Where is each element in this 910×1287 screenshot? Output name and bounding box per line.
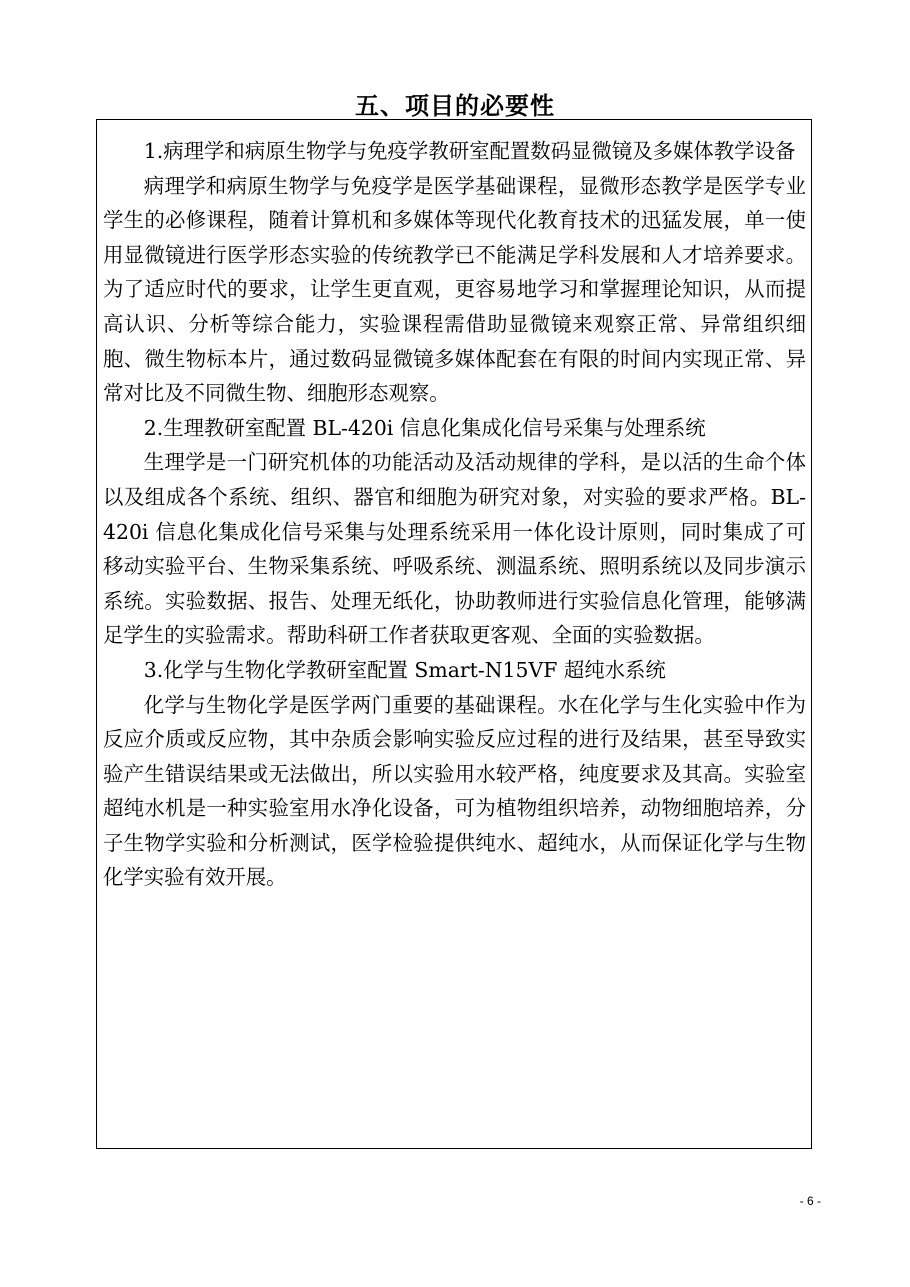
page-number: - 6 - bbox=[799, 1194, 821, 1208]
item-heading-2: 2.生理教研室配置 BL-420i 信息化集成化信号采集与处理系统 bbox=[143, 415, 706, 440]
content-box bbox=[96, 119, 812, 1149]
item-paragraph-1: 病理学和病原生物学与免疫学是医学基础课程，显微形态教学是医学专业学生的必修课程，随着计算机和多媒体等现代化教育技术的迅猛发展，单一使用显微镜进行医学形态实验的传统教学已不能满足学科发展和人才培养要求。为了适应时代的要求，让学生更直观，更容易地学习和掌握理论知识，从而提高认识、分析等综合能力，实验课程需借助显微镜来观察正常、异常组织细胞、微生物标本片，通过数码显微镜多媒体配套在有限的时间内实现正常、异常对比及不同微生物、细胞形态观察。 bbox=[103, 173, 806, 406]
section-title: 五、项目的必要性 bbox=[355, 91, 555, 120]
item-heading-3: 3.化学与生物化学教研室配置 Smart-N15VF 超纯水系统 bbox=[143, 657, 666, 682]
item-paragraph-2: 生理学是一门研究机体的功能活动及活动规律的学科，是以活的生命个体以及组成各个系统、组织、器官和细胞为研究对象，对实验的要求严格。BL-420i 信息化集成化信号采集与处理系统采用一体化设计原则，同时集成了可移动实验平台、生物采集系统、呼吸系统、测温系统、照明系统以及同步演示系统。实验数据、报告、处理无纸化，协助教师进行实验信息化管理，能够满足学生的实验需求。帮助科研工作者获取更客观、全面的实验数据。 bbox=[103, 450, 806, 648]
item-paragraph-3: 化学与生物化学是医学两门重要的基础课程。水在化学与生化实验中作为反应介质或反应物，其中杂质会影响实验反应过程的进行及结果，甚至导致实验产生错误结果或无法做出，所以实验用水较严格，纯度要求及其高。实验室超纯水机是一种实验室用水净化设备，可为植物组织培养，动物细胞培养，分子生物学实验和分析测试，医学检验提供纯水、超纯水，从而保证化学与生物化学实验有效开展。 bbox=[103, 692, 806, 890]
item-heading-1: 1.病理学和病原生物学与免疫学教研室配置数码显微镜及多媒体教学设备 bbox=[143, 139, 796, 163]
